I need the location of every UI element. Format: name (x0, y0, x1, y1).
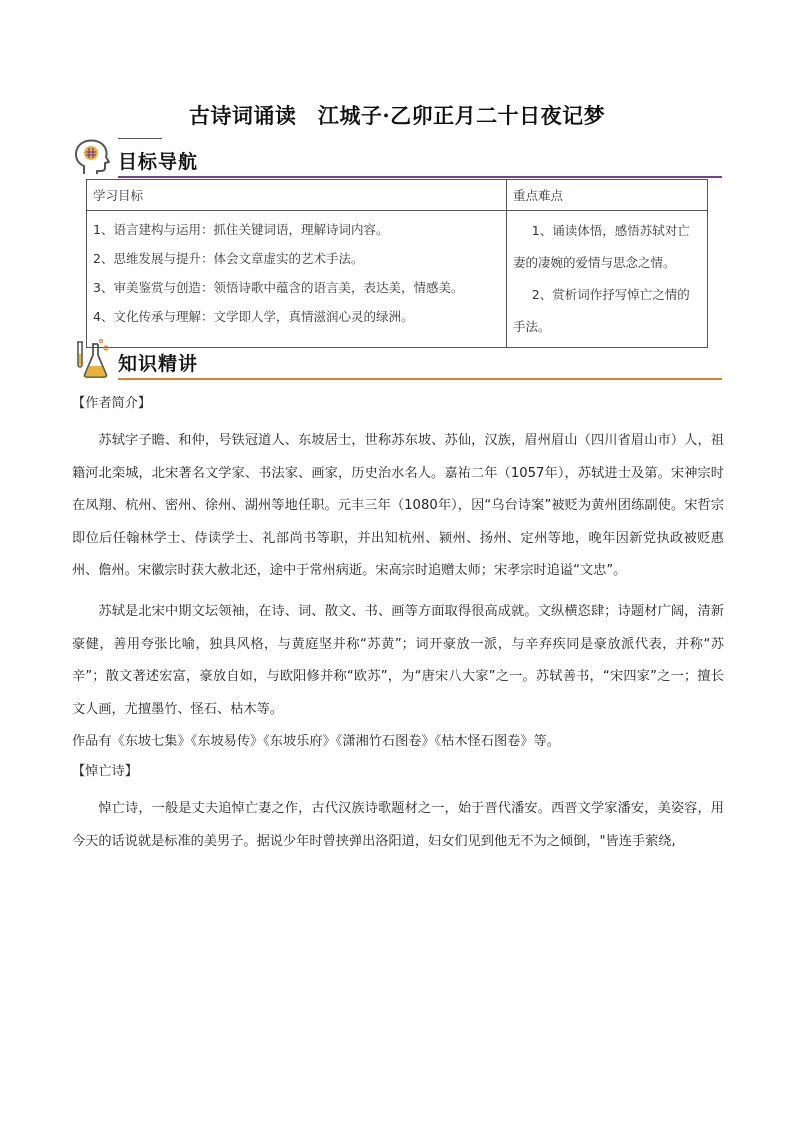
elegy-paragraph: 悼亡诗，一般是丈夫追悼亡妻之作，古代汉族诗歌题材之一，始于晋代潘安。西晋文学家潘安，美姿容，用今天的话说就是标准的美男子。据说少年时曾挟弹出洛阳道，妇女们见到他无不为之倾倒，"皆连手萦绕, (72, 800, 724, 849)
key-points-cell (507, 211, 708, 348)
key-point-item: 2、赏析词作抒写悼亡之情的手法。 (513, 287, 690, 334)
objective-item: 4、文化传承与理解：文学即人学，真情滋润心灵的绿洲。 (93, 309, 414, 324)
section-goals-title: 目标导航 (118, 151, 199, 173)
objective-item: 2、思维发展与提升：体会文章虚实的艺术手法。 (93, 251, 364, 266)
author-paragraph: 苏轼是北宋中期文坛领袖，在诗、词、散文、书、画等方面取得很高成就。文纵横恣肆；诗题材广阔，清新豪健，善用夸张比喻，独具风格，与黄庭坚并称“苏黄”；词开豪放一派，与辛弃疾同是豪放派代表，并称“苏辛”；散文著述宏富，豪放自如，与欧阳修并称“欧苏”，为“唐宋八大家”之一。苏轼善书，“宋四家”之一；擅长文人画，尤擅墨竹、怪石、枯木等。 (72, 603, 724, 717)
knowledge-content (72, 391, 724, 858)
brain-head-icon (70, 136, 114, 178)
author-subheading: 【作者简介】 (72, 396, 152, 411)
goals-table (86, 179, 708, 348)
objective-item: 1、语言建构与运用：抓住关键词语，理解诗词内容。 (93, 222, 389, 237)
section-goals-divider (118, 176, 722, 178)
goals-header-key-points: 重点难点 (507, 180, 708, 211)
goals-table-header-row (87, 180, 708, 211)
author-paragraph: 苏轼字子瞻、和仲，号铁冠道人、东坡居士，世称苏东坡、苏仙，汉族，眉州眉山（四川省眉山市）人，祖籍河北栾城，北宋著名文学家、书法家、画家，历史治水名人。嘉祐二年（1057年），苏轼进士及第。宋神宗时在凤翔、杭州、密州、徐州、湖州等地任职。元丰三年（1080年），因“乌台诗案”被贬为黄州团练副使。宋哲宗即位后任翰林学士、侍读学士、礼部尚书等职，并出知杭州、颍州、扬州、定州等地，晚年因新党执政被贬惠州、儋州。宋徽宗时获大赦北还，途中于常州病逝。宋高宗时追赠太师；宋孝宗时追谥“文忠”。 (72, 433, 724, 579)
objectives-cell (87, 211, 507, 348)
elegy-subheading: 【悼亡诗】 (72, 763, 138, 779)
section-goals-overline (118, 138, 162, 139)
lab-flask-icon (70, 338, 114, 380)
objective-item: 3、审美鉴赏与创造：领悟诗歌中蕴含的语言美，表达美，情感美。 (93, 280, 464, 295)
goals-header-objectives: 学习目标 (87, 180, 507, 211)
page-title: 古诗词诵读 江城子·乙卯正月二十日夜记梦 (188, 103, 606, 128)
key-point-item: 1、诵读体悟，感悟苏轼对亡妻的凄婉的爱情与思念之情。 (513, 223, 690, 270)
section-knowledge-divider (118, 378, 722, 380)
goals-table-body-row (87, 211, 708, 348)
section-knowledge-header (70, 338, 722, 380)
works-line: 作品有《东坡七集》《东坡易传》《东坡乐府》《潇湘竹石图卷》《枯木怪石图卷》等。 (72, 734, 560, 750)
section-goals-header (70, 136, 722, 178)
section-knowledge-title: 知识精讲 (118, 353, 199, 375)
